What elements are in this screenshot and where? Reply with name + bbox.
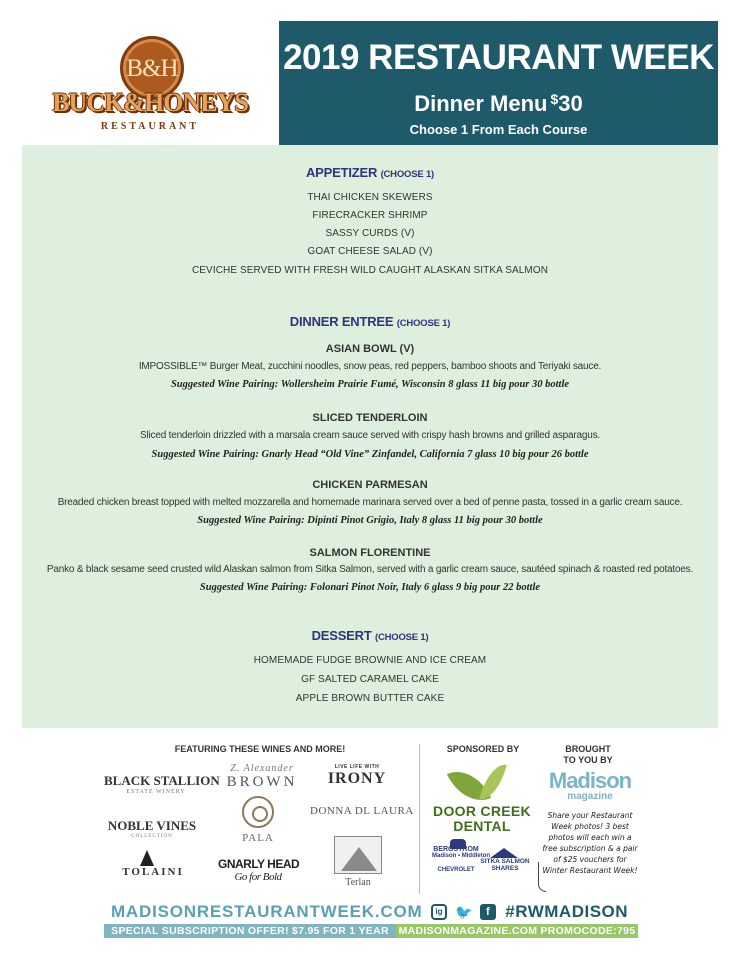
appetizer-item: FIRECRACKER SHRIMP (312, 210, 428, 221)
wine-pairing: Suggested Wine Pairing: Gnarly Head “Old Vine” Zinfandel, California 7 glass 10 big pour 26 bottle (151, 449, 589, 460)
tolaini-fin-icon (140, 850, 154, 866)
noble-vines-logo (104, 818, 200, 839)
menu-price-line (279, 91, 718, 117)
hashtag: #RWMADISON (505, 902, 629, 921)
twitter-icon[interactable]: 🐦 (455, 904, 473, 920)
appetizer-item: CEVICHE SERVED WITH FRESH WILD CAUGHT ALASKAN SITKA SALMON (191, 265, 549, 276)
instagram-icon[interactable]: ig (431, 904, 447, 920)
title-banner (279, 21, 718, 145)
sponsored-heading: SPONSORED BY (446, 744, 520, 754)
mountain-icon (490, 848, 518, 858)
appetizer-item: SASSY CURDS (V) (325, 228, 415, 239)
dessert-item: HOMEMADE FUDGE BROWNIE AND ICE CREAM (253, 655, 487, 666)
entree-description: IMPOSSIBLE™ Burger Meat, zucchini noodles, snow peas, red peppers, bamboo shoots and Teriyaki sauce. (138, 361, 602, 372)
entree-name: SLICED TENDERLOIN (312, 412, 428, 424)
tolaini-logo: TOLAINI (122, 866, 184, 878)
pala-name: PALA (242, 832, 274, 844)
price-symbol: $ (550, 91, 559, 107)
z-brown-name: BROWN (226, 774, 298, 790)
restaurant-name: BUCK&HONEYS (52, 88, 248, 117)
door-creek-line: DOOR CREEK (433, 803, 531, 819)
price-value: 30 (558, 91, 583, 116)
entree-name: SALMON FLORENTINE (309, 547, 431, 559)
irony-sub: LIVE LIFE WITH (334, 764, 380, 770)
brought-heading (556, 744, 620, 766)
dessert-item: GF SALTED CARAMEL CAKE (301, 674, 439, 685)
sitka-sub: SHARES (491, 865, 519, 872)
brought-line-1: BROUGHT (565, 744, 611, 754)
restaurant-subtitle: RESTAURANT (100, 121, 200, 132)
wine-pairing: Suggested Wine Pairing: Dipinti Pinot Grigio, Italy 8 glass 11 big pour 30 bottle (197, 515, 543, 526)
website-link[interactable]: MADISONRESTAURANTWEEK.COM (110, 902, 423, 921)
magazine-name: magazine (567, 791, 613, 802)
black-stallion-logo (104, 773, 220, 795)
menu-label: Dinner Menu (414, 91, 548, 116)
madison-name: Madison (548, 768, 632, 793)
door-creek-dental-logo (424, 804, 540, 834)
wines-heading: FEATURING THESE WINES AND MORE! (174, 744, 346, 754)
terlan-mountain-icon (334, 836, 382, 874)
black-stallion-name: BLACK STALLION (104, 773, 220, 788)
footer-url-line (0, 902, 739, 924)
sponsor-divider (419, 744, 420, 894)
entree-description: Breaded chicken breast topped with melted mozzarella and homemade marinara served over a bed of penne pasta, tossed in a garlic cream sauce. (57, 497, 683, 508)
appetizer-item: THAI CHICKEN SKEWERS (307, 192, 433, 203)
sitka-name: SITKA SALMON (480, 858, 530, 865)
appetizer-item: GOAT CHEESE SALAD (V) (307, 246, 433, 257)
irony-name: IRONY (327, 770, 387, 787)
gnarly-head-name: GNARLY HEAD (218, 857, 300, 871)
appetizer-heading (22, 165, 718, 180)
entree-description: Panko & black sesame seed crusted wild Alaskan salmon from Sitka Salmon, served with a garlic cream sauce, sautéed spinach & roasted red potatoes. (46, 564, 694, 575)
bergstrom-sub: Madison • Middleton (432, 853, 491, 859)
entree-name: CHICKEN PARMESAN (312, 479, 428, 491)
noble-vines-sub: COLLECTION (131, 834, 173, 839)
dental-line: DENTAL (453, 818, 511, 834)
facebook-icon[interactable]: f (480, 904, 496, 920)
subscription-offer-banner: SPECIAL SUBSCRIPTION OFFER! $7.95 FOR 1 YEAR (104, 924, 396, 938)
entree-choose-tag: (CHOOSE 1) (396, 318, 451, 329)
choose-note: Choose 1 From Each Course (409, 122, 588, 137)
arrow-icon (538, 862, 546, 892)
page-title: 2019 RESTAURANT WEEK (283, 38, 714, 77)
madison-magazine-logo (540, 768, 640, 802)
menu-panel (22, 145, 718, 728)
gnarly-head-sub: Go for Bold (234, 871, 282, 883)
terlan-name: Terlan (345, 877, 371, 888)
restaurant-logo (22, 22, 278, 144)
donna-laura-logo: DONNA DL LAURA (310, 805, 414, 817)
irony-logo (318, 764, 396, 788)
chevrolet-name: CHEVROLET (437, 867, 475, 873)
leaf-icon (479, 760, 507, 803)
photo-contest-note: Share your Restaurant Week photos! 3 best photos will each win a free subscription & a pair of $25 vouchers for Winter Restaurant Week! (542, 811, 638, 875)
dessert-choose-tag: (CHOOSE 1) (375, 632, 429, 643)
z-brown-signature: Z. Alexander (230, 763, 294, 774)
entree-name: ASIAN BOWL (V) (325, 343, 415, 355)
dessert-item: APPLE BROWN BUTTER CAKE (295, 693, 445, 704)
entree-heading-text: DINNER ENTREE (289, 314, 394, 329)
dessert-heading (22, 628, 718, 643)
bergstrom-name: BERGSTROM (433, 846, 479, 853)
entree-description: Sliced tenderloin drizzled with a marsala cream sauce served with crispy hash browns and grilled asparagus. (140, 430, 600, 441)
promo-code-banner: MADISONMAGAZINE.COM PROMOCODE:795 (396, 924, 638, 938)
black-stallion-sub: ESTATE WINERY (126, 789, 186, 795)
entree-heading (22, 314, 718, 329)
sitka-salmon-logo (478, 858, 532, 872)
monogram-text: B&H (126, 55, 178, 82)
brought-line-2: TO YOU BY (563, 755, 613, 765)
bergstrom-logo (432, 846, 491, 873)
wine-pairing: Suggested Wine Pairing: Folonari Pinot Noir, Italy 6 glass 9 big pour 22 bottle (199, 582, 541, 593)
appetizer-choose-tag: (CHOOSE 1) (380, 169, 434, 180)
wine-pairing: Suggested Wine Pairing: Wollersheim Prairie Fumé, Wisconsin 8 glass 11 big pour 30 bottle (170, 379, 570, 390)
gnarly-head-logo (218, 857, 298, 883)
z-alexander-brown-logo (212, 763, 312, 791)
appetizer-heading-text: APPETIZER (305, 165, 378, 180)
noble-vines-name: NOBLE VINES (107, 818, 197, 833)
dessert-heading-text: DESSERT (311, 628, 372, 643)
